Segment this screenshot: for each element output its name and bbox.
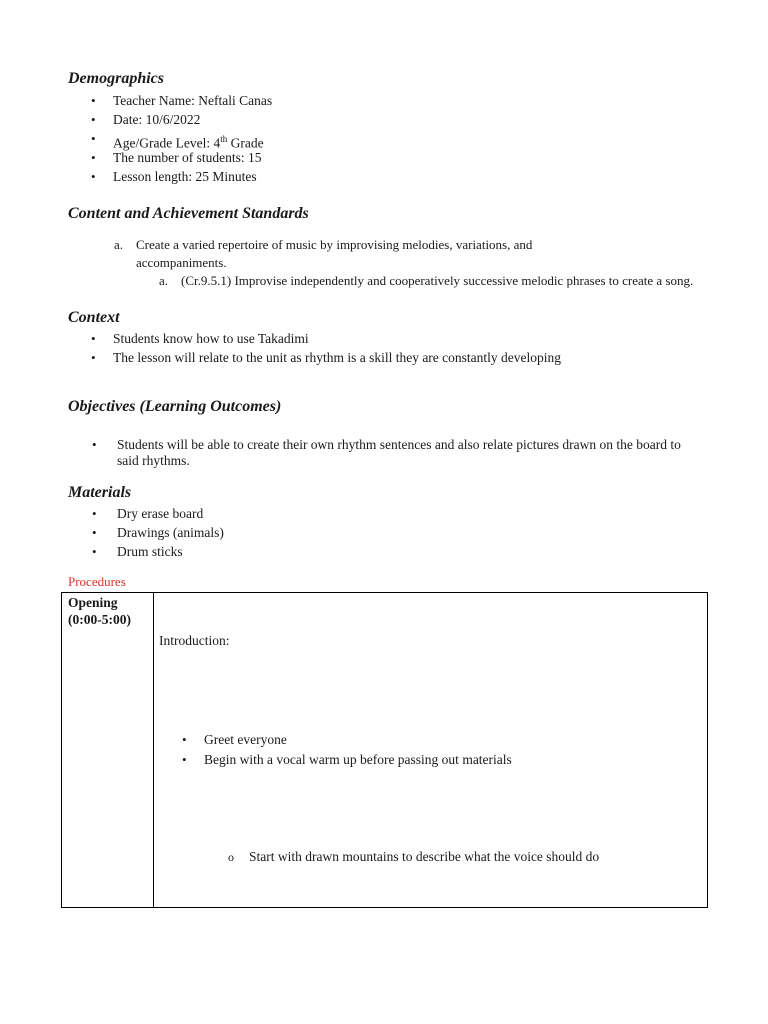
context-item: The lesson will relate to the unit as rhythm is a skill they are constantly developing (113, 350, 562, 365)
material-item: Dry erase board (117, 506, 204, 521)
student-count: The number of students: 15 (113, 150, 262, 165)
bullet-icon: • (182, 752, 187, 767)
list-item (182, 752, 512, 768)
context-heading: Context (68, 309, 120, 326)
bullet-icon: • (92, 525, 97, 540)
demographics-heading: Demographics (68, 70, 164, 87)
list-item (91, 131, 264, 152)
standards-heading: Content and Achievement Standards (68, 205, 309, 222)
lesson-date: Date: 10/6/2022 (113, 112, 201, 127)
bullet-icon: • (92, 506, 97, 521)
material-item: Drawings (animals) (117, 525, 224, 540)
list-item (91, 93, 273, 109)
objectives-heading: Objectives (Learning Outcomes) (68, 398, 282, 415)
objective-item: Students will be able to create their own rhythm sentences and also relate pictures drawn on the board to said rhythms. (117, 437, 681, 468)
bullet-icon: • (92, 437, 97, 452)
bullet-icon: • (91, 112, 96, 127)
sub-bullet-icon: o (228, 850, 234, 864)
list-item (92, 544, 183, 560)
table-divider (153, 593, 154, 907)
grade-superscript: th (220, 134, 228, 144)
standard-a-sub-text: (Cr.9.5.1) Improvise independently and cooperatively successive melodic phrases to create a song. (181, 273, 694, 288)
procedures-table (61, 592, 708, 908)
bullet-icon: • (91, 331, 96, 346)
list-item (91, 350, 562, 366)
list-item (182, 732, 287, 748)
bullet-icon: • (91, 131, 96, 146)
teacher-name: Teacher Name: Neftali Canas (113, 93, 273, 108)
list-item (92, 437, 702, 469)
list-item (228, 849, 600, 865)
list-item (92, 506, 204, 522)
list-marker: a. (114, 237, 124, 252)
bullet-icon: • (182, 732, 187, 747)
procedure-item: Begin with a vocal warm up before passing out materials (204, 752, 512, 767)
list-item (91, 150, 262, 166)
list-item (92, 525, 224, 541)
list-item (91, 112, 201, 128)
bullet-icon: • (92, 544, 97, 559)
standard-a-text: Create a varied repertoire of music by improvising melodies, variations, and accompaniments. (136, 237, 533, 270)
procedure-item: Greet everyone (204, 732, 287, 747)
material-item: Drum sticks (117, 544, 183, 559)
lesson-length: Lesson length: 25 Minutes (113, 169, 257, 184)
opening-time: (0:00-5:00) (68, 612, 131, 627)
introduction-label: Introduction: (159, 633, 230, 648)
materials-heading: Materials (68, 484, 132, 501)
list-item (91, 331, 309, 347)
bullet-icon: • (91, 350, 96, 365)
bullet-icon: • (91, 150, 96, 165)
bullet-icon: • (91, 93, 96, 108)
grade-suffix: Grade (227, 135, 264, 151)
list-item (91, 169, 257, 185)
context-item: Students know how to use Takadimi (113, 331, 309, 346)
procedure-sub-item: Start with drawn mountains to describe what the voice should do (249, 849, 600, 864)
list-marker: a. (159, 273, 169, 288)
grade-level: Age/Grade Level: 4 (113, 135, 221, 151)
opening-label: Opening (68, 595, 118, 610)
opening-cell (68, 594, 131, 628)
procedures-label: Procedures (68, 574, 126, 589)
bullet-icon: • (91, 169, 96, 184)
